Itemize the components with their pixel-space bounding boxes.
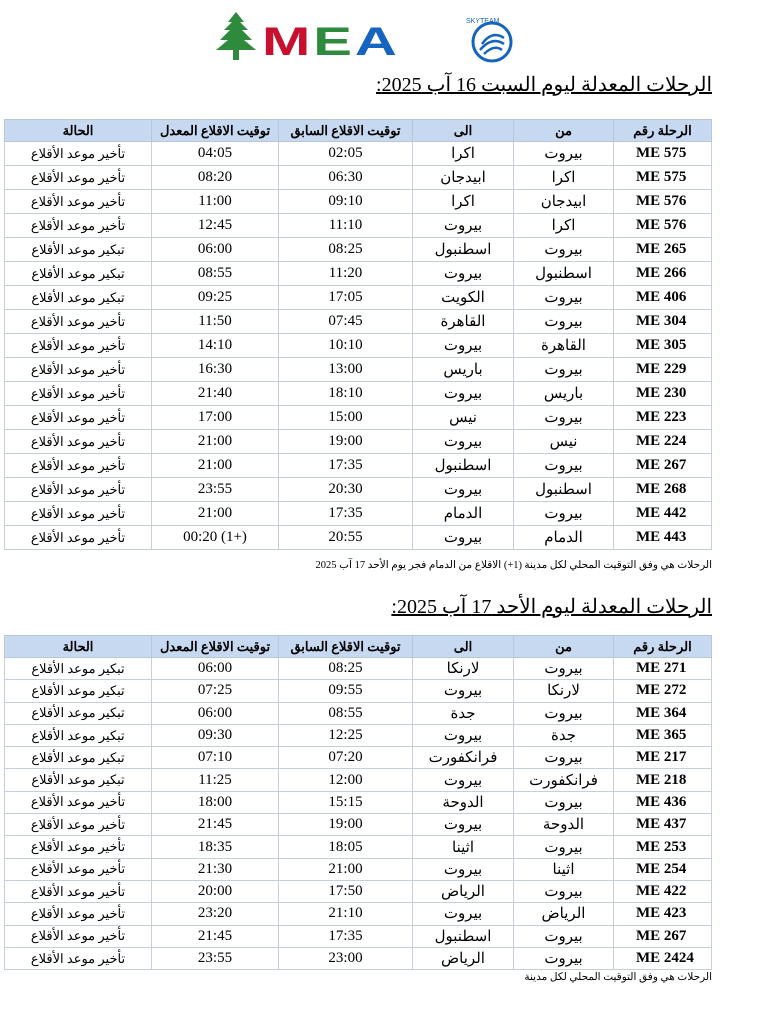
header-status: الحالة (5, 636, 152, 658)
origin-cell: القاهرة (514, 334, 614, 358)
status-cell: تأخير موعد الأقلاع (5, 166, 152, 190)
destination-cell: اسطنبول (413, 454, 514, 478)
table-row (5, 334, 712, 358)
flight-number-cell: ME 364 (614, 702, 712, 724)
previous-time-cell: 10:10 (279, 334, 413, 358)
table-row (5, 903, 712, 925)
new-time-cell: 18:00 (152, 791, 279, 813)
origin-cell: بيروت (514, 406, 614, 430)
destination-cell: اثينا (413, 836, 514, 858)
origin-cell: بيروت (514, 286, 614, 310)
previous-time-cell: 20:30 (279, 478, 413, 502)
header-new-time: توقيت الاقلاع المعدل (152, 120, 279, 142)
new-time-cell: 11:25 (152, 769, 279, 791)
origin-cell: بيروت (514, 238, 614, 262)
destination-cell: اسطنبول (413, 925, 514, 947)
status-cell: تأخير موعد الأقلاع (5, 947, 152, 969)
destination-cell: الدوحة (413, 791, 514, 813)
table-row (5, 724, 712, 746)
origin-cell: بيروت (514, 658, 614, 680)
flight-number-cell: ME 406 (614, 286, 712, 310)
destination-cell: بيروت (413, 814, 514, 836)
status-cell: تأخير موعد الأقلاع (5, 190, 152, 214)
new-time-cell: 12:45 (152, 214, 279, 238)
new-time-cell: 21:00 (152, 502, 279, 526)
origin-cell: بيروت (514, 702, 614, 724)
destination-cell: بيروت (413, 680, 514, 702)
origin-cell: بيروت (514, 791, 614, 813)
table-row (5, 680, 712, 702)
destination-cell: لارنكا (413, 658, 514, 680)
previous-time-cell: 09:55 (279, 680, 413, 702)
destination-cell: باريس (413, 358, 514, 382)
status-cell: تأخير موعد الأقلاع (5, 526, 152, 550)
status-cell: تأخير موعد الأقلاع (5, 382, 152, 406)
status-cell: تأخير موعد الأقلاع (5, 502, 152, 526)
status-cell: تبكير موعد الأقلاع (5, 769, 152, 791)
flight-number-cell: ME 268 (614, 478, 712, 502)
new-time-cell: 04:05 (152, 142, 279, 166)
previous-time-cell: 19:00 (279, 430, 413, 454)
origin-cell: اكرا (514, 166, 614, 190)
destination-cell: فرانكفورت (413, 747, 514, 769)
destination-cell: بيروت (413, 262, 514, 286)
mea-header (0, 6, 760, 66)
status-cell: تأخير موعد الأقلاع (5, 858, 152, 880)
previous-time-cell: 12:25 (279, 724, 413, 746)
destination-cell: بيروت (413, 526, 514, 550)
flights-table-saturday (4, 119, 712, 550)
status-cell: تأخير موعد الأقلاع (5, 310, 152, 334)
origin-cell: بيروت (514, 836, 614, 858)
new-time-cell: 11:50 (152, 310, 279, 334)
destination-cell: بيروت (413, 724, 514, 746)
new-time-cell: 21:45 (152, 814, 279, 836)
origin-cell: بيروت (514, 947, 614, 969)
origin-cell: اسطنبول (514, 262, 614, 286)
table-row (5, 310, 712, 334)
table-row (5, 454, 712, 478)
origin-cell: بيروت (514, 142, 614, 166)
previous-time-cell: 18:05 (279, 836, 413, 858)
mea-logo: MEA (262, 20, 400, 64)
new-time-cell: 23:55 (152, 947, 279, 969)
status-cell: تبكير موعد الأقلاع (5, 286, 152, 310)
table-header-row (5, 120, 712, 142)
previous-time-cell: 06:30 (279, 166, 413, 190)
destination-cell: الكويت (413, 286, 514, 310)
status-cell: تبكير موعد الأقلاع (5, 238, 152, 262)
flight-number-cell: ME 436 (614, 791, 712, 813)
destination-cell: بيروت (413, 769, 514, 791)
flight-number-cell: ME 576 (614, 214, 712, 238)
table-row (5, 262, 712, 286)
previous-time-cell: 17:35 (279, 454, 413, 478)
table-row (5, 238, 712, 262)
table-row (5, 382, 712, 406)
header-prev-time: توقيت الاقلاع السابق (279, 120, 413, 142)
origin-cell: بيروت (514, 747, 614, 769)
origin-cell: الدوحة (514, 814, 614, 836)
new-time-cell: 06:00 (152, 658, 279, 680)
origin-cell: بيروت (514, 925, 614, 947)
flight-number-cell: ME 229 (614, 358, 712, 382)
table-row (5, 880, 712, 902)
previous-time-cell: 17:35 (279, 925, 413, 947)
origin-cell: بيروت (514, 502, 614, 526)
origin-cell: فرانكفورت (514, 769, 614, 791)
flight-number-cell: ME 443 (614, 526, 712, 550)
status-cell: تأخير موعد الأقلاع (5, 478, 152, 502)
previous-time-cell: 12:00 (279, 769, 413, 791)
origin-cell: باريس (514, 382, 614, 406)
flight-number-cell: ME 253 (614, 836, 712, 858)
origin-cell: جدة (514, 724, 614, 746)
status-cell: تأخير موعد الأقلاع (5, 142, 152, 166)
destination-cell: بيروت (413, 478, 514, 502)
status-cell: تبكير موعد الأقلاع (5, 747, 152, 769)
new-time-cell: 08:20 (152, 166, 279, 190)
table-row (5, 769, 712, 791)
destination-cell: جدة (413, 702, 514, 724)
flight-number-cell: ME 230 (614, 382, 712, 406)
previous-time-cell: 21:00 (279, 858, 413, 880)
flight-number-cell: ME 575 (614, 166, 712, 190)
flight-number-cell: ME 272 (614, 680, 712, 702)
cedar-tree-icon (210, 10, 262, 62)
previous-time-cell: 17:50 (279, 880, 413, 902)
destination-cell: بيروت (413, 858, 514, 880)
origin-cell: بيروت (514, 454, 614, 478)
header-to: الى (413, 120, 514, 142)
destination-cell: الرياض (413, 947, 514, 969)
destination-cell: بيروت (413, 214, 514, 238)
status-cell: تأخير موعد الأقلاع (5, 903, 152, 925)
status-cell: تأخير موعد الأقلاع (5, 334, 152, 358)
status-cell: تبكير موعد الأقلاع (5, 680, 152, 702)
flight-number-cell: ME 422 (614, 880, 712, 902)
new-time-cell: 09:25 (152, 286, 279, 310)
table-row (5, 166, 712, 190)
table-row (5, 406, 712, 430)
new-time-cell: 18:35 (152, 836, 279, 858)
new-time-cell: 00:20 (1+) (152, 526, 279, 550)
flights-table-sunday (4, 635, 712, 970)
previous-time-cell: 07:45 (279, 310, 413, 334)
flight-number-cell: ME 271 (614, 658, 712, 680)
previous-time-cell: 18:10 (279, 382, 413, 406)
flight-number-cell: ME 254 (614, 858, 712, 880)
table-row (5, 526, 712, 550)
previous-time-cell: 20:55 (279, 526, 413, 550)
status-cell: تأخير موعد الأقلاع (5, 214, 152, 238)
flight-number-cell: ME 224 (614, 430, 712, 454)
origin-cell: اكرا (514, 214, 614, 238)
origin-cell: بيروت (514, 880, 614, 902)
table-row (5, 658, 712, 680)
origin-cell: لارنكا (514, 680, 614, 702)
new-time-cell: 11:00 (152, 190, 279, 214)
new-time-cell: 21:00 (152, 454, 279, 478)
status-cell: تأخير موعد الأقلاع (5, 454, 152, 478)
flight-number-cell: ME 437 (614, 814, 712, 836)
origin-cell: اثينا (514, 858, 614, 880)
destination-cell: ابيدجان (413, 166, 514, 190)
destination-cell: الدمام (413, 502, 514, 526)
new-time-cell: 20:00 (152, 880, 279, 902)
new-time-cell: 23:20 (152, 903, 279, 925)
status-cell: تبكير موعد الأقلاع (5, 658, 152, 680)
origin-cell: الرياض (514, 903, 614, 925)
flight-number-cell: ME 2424 (614, 947, 712, 969)
status-cell: تأخير موعد الأقلاع (5, 791, 152, 813)
table-row (5, 190, 712, 214)
origin-cell: ابيدجان (514, 190, 614, 214)
previous-time-cell: 08:25 (279, 238, 413, 262)
table-row (5, 947, 712, 969)
new-time-cell: 23:55 (152, 478, 279, 502)
new-time-cell: 21:45 (152, 925, 279, 947)
status-cell: تأخير موعد الأقلاع (5, 836, 152, 858)
section1-title: الرحلات المعدلة ليوم السبت 16 آب 2025: (376, 74, 712, 96)
status-cell: تأخير موعد الأقلاع (5, 880, 152, 902)
header-prev-time: توقيت الاقلاع السابق (279, 636, 413, 658)
new-time-cell: 08:55 (152, 262, 279, 286)
status-cell: تأخير موعد الأقلاع (5, 430, 152, 454)
previous-time-cell: 07:20 (279, 747, 413, 769)
origin-cell: اسطنبول (514, 478, 614, 502)
table-row (5, 214, 712, 238)
flight-number-cell: ME 576 (614, 190, 712, 214)
previous-time-cell: 13:00 (279, 358, 413, 382)
table-row (5, 502, 712, 526)
status-cell: تأخير موعد الأقلاع (5, 814, 152, 836)
previous-time-cell: 02:05 (279, 142, 413, 166)
origin-cell: بيروت (514, 358, 614, 382)
table-row (5, 430, 712, 454)
table-row (5, 142, 712, 166)
destination-cell: بيروت (413, 903, 514, 925)
section2-title: الرحلات المعدلة ليوم الأحد 17 آب 2025: (391, 596, 712, 618)
destination-cell: اسطنبول (413, 238, 514, 262)
header-from: من (514, 120, 614, 142)
previous-time-cell: 09:10 (279, 190, 413, 214)
previous-time-cell: 23:00 (279, 947, 413, 969)
new-time-cell: 21:00 (152, 430, 279, 454)
svg-text:SKYTEAM: SKYTEAM (466, 18, 500, 25)
flight-number-cell: ME 267 (614, 925, 712, 947)
destination-cell: بيروت (413, 334, 514, 358)
destination-cell: بيروت (413, 430, 514, 454)
flight-number-cell: ME 442 (614, 502, 712, 526)
table-row (5, 791, 712, 813)
table-row (5, 836, 712, 858)
status-cell: تأخير موعد الأقلاع (5, 406, 152, 430)
origin-cell: الدمام (514, 526, 614, 550)
previous-time-cell: 15:00 (279, 406, 413, 430)
previous-time-cell: 08:55 (279, 702, 413, 724)
table-row (5, 858, 712, 880)
previous-time-cell: 17:35 (279, 502, 413, 526)
table-row (5, 286, 712, 310)
status-cell: تأخير موعد الأقلاع (5, 925, 152, 947)
flight-number-cell: ME 223 (614, 406, 712, 430)
flight-number-cell: ME 266 (614, 262, 712, 286)
table-row (5, 358, 712, 382)
flight-number-cell: ME 267 (614, 454, 712, 478)
header-flight: الرحلة رقم (614, 120, 712, 142)
destination-cell: الرياض (413, 880, 514, 902)
previous-time-cell: 17:05 (279, 286, 413, 310)
local-time-note: الرحلات هي وفق التوقيت المحلي لكل مدينة (524, 972, 712, 983)
previous-time-cell: 11:10 (279, 214, 413, 238)
new-time-cell: 07:25 (152, 680, 279, 702)
flight-number-cell: ME 304 (614, 310, 712, 334)
destination-cell: القاهرة (413, 310, 514, 334)
header-new-time: توقيت الاقلاع المعدل (152, 636, 279, 658)
status-cell: تبكير موعد الأقلاع (5, 262, 152, 286)
table-row (5, 747, 712, 769)
status-cell: تبكير موعد الأقلاع (5, 702, 152, 724)
origin-cell: بيروت (514, 310, 614, 334)
new-time-cell: 06:00 (152, 702, 279, 724)
new-time-cell: 06:00 (152, 238, 279, 262)
new-time-cell: 14:10 (152, 334, 279, 358)
table-row (5, 925, 712, 947)
flight-number-cell: ME 218 (614, 769, 712, 791)
previous-time-cell: 08:25 (279, 658, 413, 680)
new-time-cell: 17:00 (152, 406, 279, 430)
previous-time-cell: 21:10 (279, 903, 413, 925)
header-to: الى (413, 636, 514, 658)
new-time-cell: 21:30 (152, 858, 279, 880)
skyteam-logo-icon (462, 14, 518, 64)
new-time-cell: 21:40 (152, 382, 279, 406)
status-cell: تأخير موعد الأقلاع (5, 358, 152, 382)
flight-number-cell: ME 575 (614, 142, 712, 166)
origin-cell: نيس (514, 430, 614, 454)
flight-number-cell: ME 423 (614, 903, 712, 925)
dammam-note: (1+) الاقلاع من الدمام فجر يوم الأحد 17 آب 2025 (315, 560, 522, 571)
flight-number-cell: ME 305 (614, 334, 712, 358)
previous-time-cell: 11:20 (279, 262, 413, 286)
flight-number-cell: ME 365 (614, 724, 712, 746)
previous-time-cell: 19:00 (279, 814, 413, 836)
flight-number-cell: ME 265 (614, 238, 712, 262)
previous-time-cell: 15:15 (279, 791, 413, 813)
header-flight: الرحلة رقم (614, 636, 712, 658)
flight-number-cell: ME 217 (614, 747, 712, 769)
local-time-note: الرحلات هي وفق التوقيت المحلي لكل مدينة (524, 560, 712, 571)
status-cell: تبكير موعد الأقلاع (5, 724, 152, 746)
new-time-cell: 09:30 (152, 724, 279, 746)
header-status: الحالة (5, 120, 152, 142)
destination-cell: نيس (413, 406, 514, 430)
table-header-row (5, 636, 712, 658)
destination-cell: اكرا (413, 142, 514, 166)
new-time-cell: 16:30 (152, 358, 279, 382)
destination-cell: اكرا (413, 190, 514, 214)
destination-cell: بيروت (413, 382, 514, 406)
table-row (5, 478, 712, 502)
table-row (5, 702, 712, 724)
table-row (5, 814, 712, 836)
header-from: من (514, 636, 614, 658)
new-time-cell: 07:10 (152, 747, 279, 769)
